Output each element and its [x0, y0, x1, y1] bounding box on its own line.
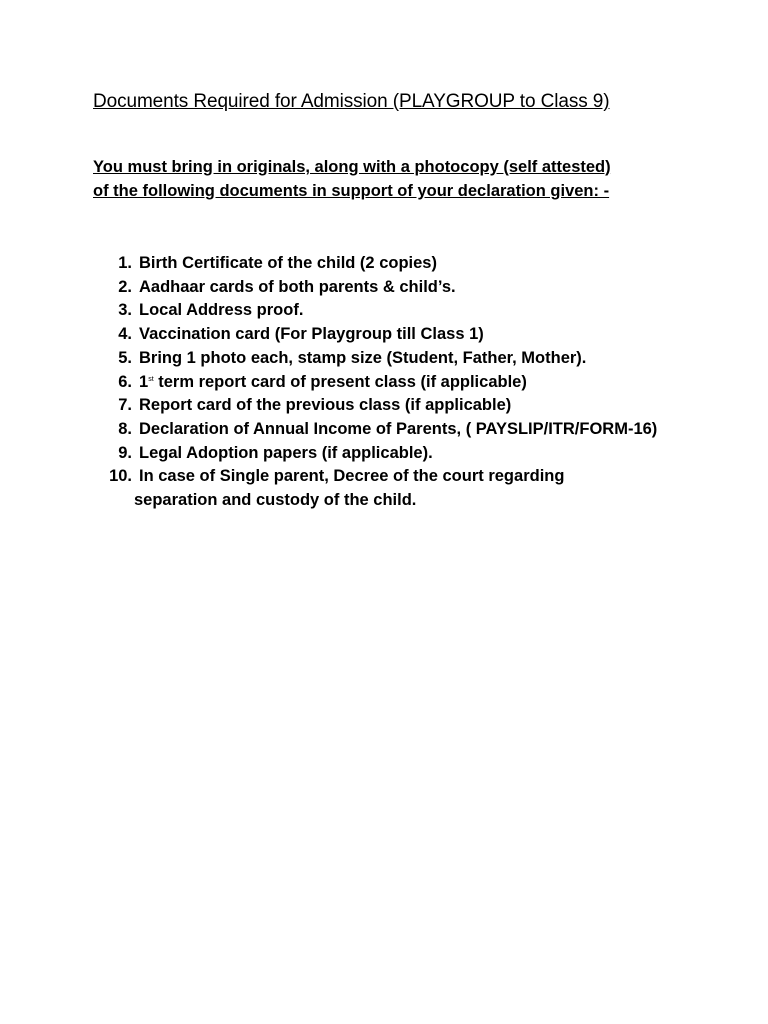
list-item-number: 9. — [118, 443, 132, 462]
list-item-text: term report card of present class (if applicable) — [153, 372, 527, 391]
list-item-number: 6. — [118, 372, 132, 391]
list-item-number: 8. — [118, 419, 132, 438]
intro-paragraph — [93, 155, 693, 203]
intro-line-1: You must bring in originals, along with a photocopy (self attested) — [93, 158, 611, 176]
list-item-text: Local Address proof. — [139, 301, 304, 320]
list-item-number: 2. — [118, 277, 132, 296]
documents-list — [0, 252, 657, 513]
list-item — [0, 442, 657, 466]
document-title: Documents Required for Admission (PLAYGROUP to Class 9) — [93, 91, 610, 112]
list-item-text: Birth Certificate of the child (2 copies) — [139, 254, 437, 272]
list-item-text: Aadhaar cards of both parents & child’s. — [139, 277, 456, 296]
list-item-ordinal: 1 — [139, 372, 149, 391]
list-item-text: Report card of the previous class (if applicable) — [139, 396, 512, 415]
list-item-number: 5. — [118, 348, 132, 367]
list-item-number: 7. — [118, 396, 132, 415]
list-item — [0, 371, 657, 395]
list-item-ordinal-suffix: st — [148, 375, 154, 383]
list-item-number: 10. — [109, 467, 132, 486]
list-item — [0, 394, 657, 418]
list-item — [0, 276, 657, 300]
list-item — [0, 299, 657, 323]
list-item-text: In case of Single parent, Decree of the court regarding — [139, 467, 565, 486]
list-item — [0, 465, 657, 512]
list-item — [0, 347, 657, 371]
list-item-number: 3. — [118, 301, 132, 320]
list-item — [0, 418, 657, 442]
list-item-number: 1. — [118, 254, 132, 272]
list-item-text: Bring 1 photo each, stamp size (Student, Father, Mother). — [139, 348, 587, 367]
list-item — [0, 323, 657, 347]
intro-line-2: of the following documents in support of your declaration given: - — [93, 182, 610, 200]
list-item-text: Vaccination card (For Playgroup till Class 1) — [139, 325, 484, 344]
list-item — [0, 252, 657, 276]
list-item-text: Legal Adoption papers (if applicable). — [139, 443, 433, 462]
list-item-number: 4. — [118, 325, 132, 344]
list-item-text: Declaration of Annual Income of Parents, ( PAYSLIP/ITR/FORM-16) — [139, 419, 658, 438]
list-item-continuation: separation and custody of the child. — [134, 491, 417, 510]
